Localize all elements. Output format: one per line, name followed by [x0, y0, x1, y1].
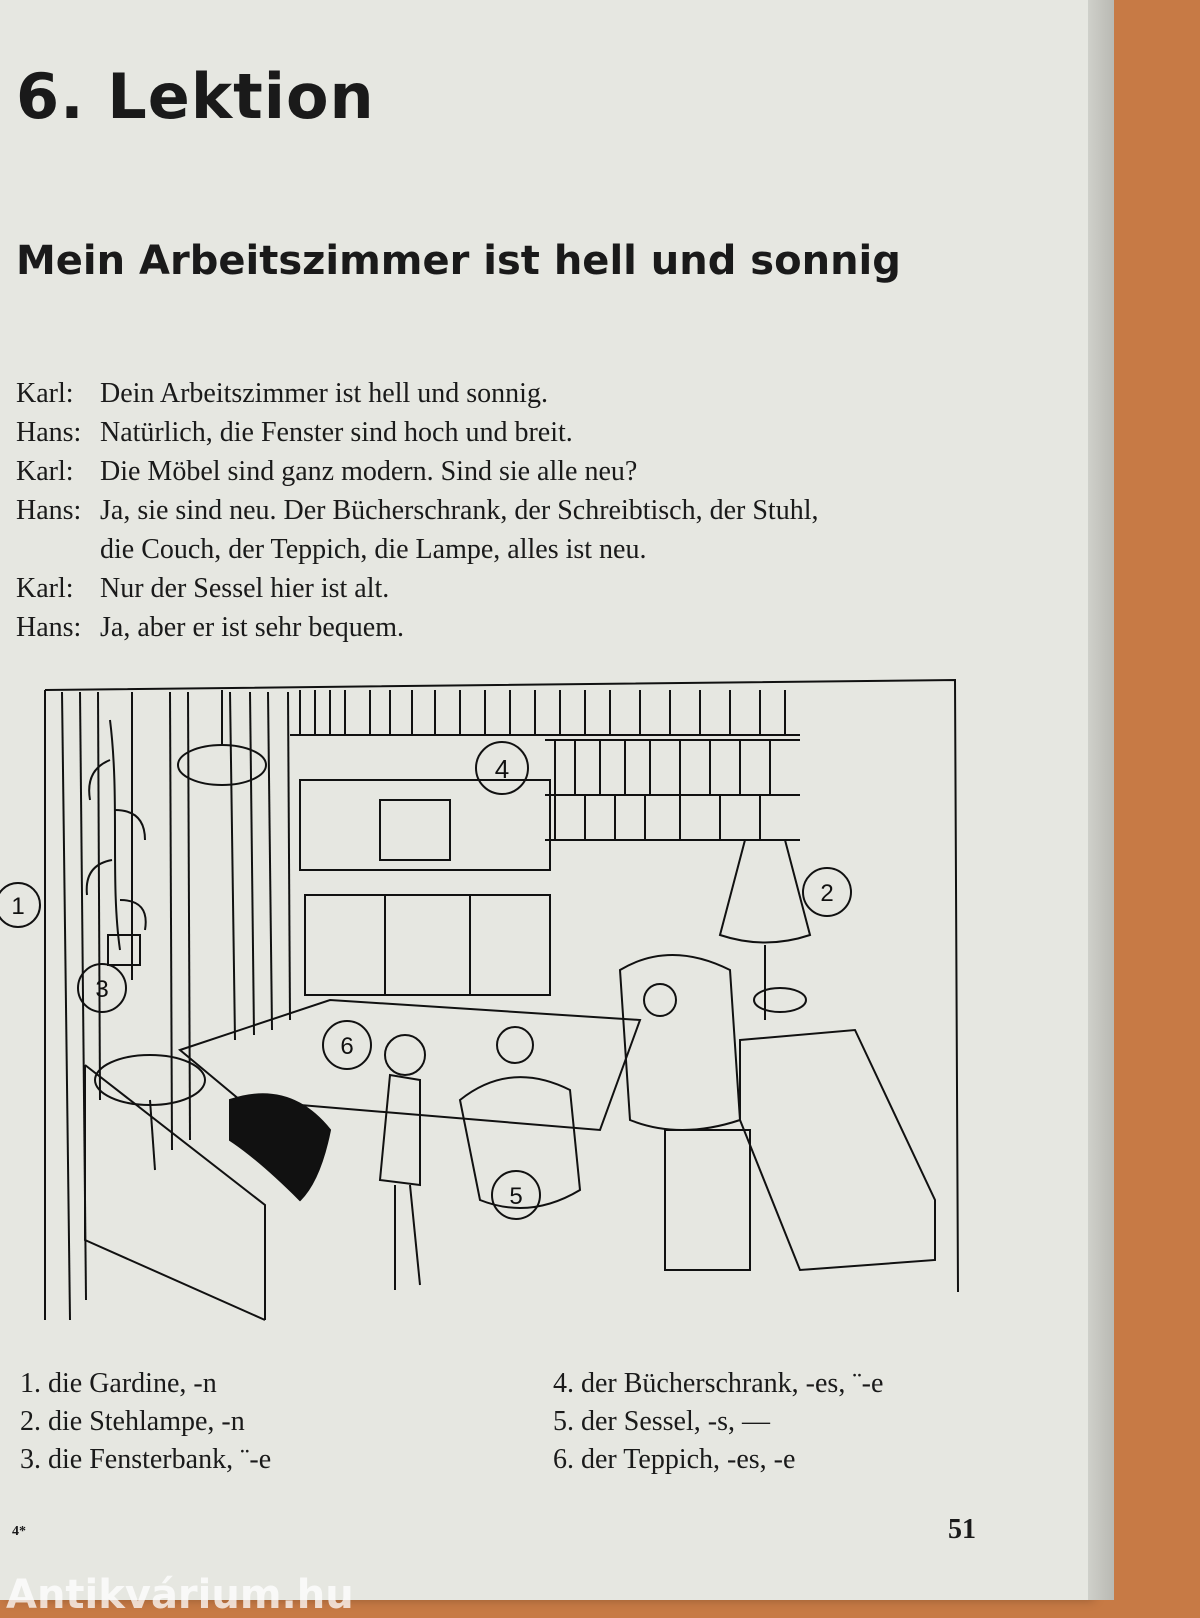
wing-chair-drawing — [620, 955, 740, 1130]
dialogue-line — [16, 608, 1006, 647]
svg-text:4: 4 — [494, 754, 510, 784]
speaker: Hans: — [16, 495, 82, 526]
speech: Dein Arbeitszimmer ist hell und sonnig. — [100, 378, 548, 409]
speech: Ja, sie sind neu. Der Bücherschrank, der Schreibtisch, der Stuhl, — [100, 495, 819, 526]
marker-4 — [476, 742, 528, 794]
couch-drawing — [740, 1030, 935, 1270]
svg-text:5: 5 — [509, 1183, 523, 1210]
lesson-title: 6. Lektion — [16, 60, 375, 133]
dialogue-line — [16, 413, 1006, 452]
vocab-item: 1. die Gardine, -n — [20, 1368, 217, 1399]
page-number: 51 — [948, 1514, 976, 1545]
marker-2 — [803, 868, 851, 916]
vocab-item: 3. die Fensterbank, ¨-e — [20, 1444, 272, 1475]
marker-3 — [78, 964, 126, 1012]
speaker: Karl: — [16, 573, 74, 604]
speech: die Couch, der Teppich, die Lampe, alles ist neu. — [100, 534, 647, 565]
vocab-item: 5. der Sessel, -s, — — [553, 1406, 770, 1437]
chair-drawing — [230, 1094, 330, 1200]
lesson-subtitle: Mein Arbeitszimmer ist hell und sonnig — [16, 238, 901, 284]
vocab-item: 4. der Bücherschrank, -es, ¨-e — [553, 1368, 884, 1399]
svg-text:2: 2 — [820, 880, 834, 907]
svg-text:6: 6 — [340, 1033, 354, 1060]
vocab-item: 6. der Teppich, -es, -e — [553, 1444, 796, 1475]
dialogue-line — [16, 569, 1006, 608]
speaker: Karl: — [16, 378, 74, 409]
watermark: Antikvárium.hu — [6, 1572, 354, 1618]
desk-drawing — [85, 1055, 265, 1320]
svg-text:3: 3 — [95, 976, 109, 1003]
speaker: Hans: — [16, 612, 82, 643]
signature-mark: 4* — [12, 1524, 26, 1539]
coffee-table-drawing — [665, 1130, 750, 1270]
page-edge — [1088, 0, 1114, 1600]
speaker: Hans: — [16, 417, 82, 448]
dialogue-line — [16, 374, 1006, 413]
plant-drawing — [87, 720, 146, 965]
speech: Ja, aber er ist sehr bequem. — [100, 612, 404, 643]
dialogue-line — [16, 530, 1006, 569]
hanging-lamp-drawing — [178, 745, 266, 785]
vocabulary-list-right — [553, 1365, 883, 1479]
vocabulary-list-left — [20, 1365, 271, 1479]
room-illustration — [11, 680, 980, 1338]
bookcase-drawing — [290, 690, 800, 995]
speaker: Karl: — [16, 456, 74, 487]
speech: Die Möbel sind ganz modern. Sind sie alle neu? — [100, 456, 638, 487]
marker-6 — [323, 1021, 371, 1069]
speech: Nur der Sessel hier ist alt. — [100, 573, 390, 604]
vocab-item: 2. die Stehlampe, -n — [20, 1406, 245, 1437]
floor-lamp-drawing — [720, 840, 810, 1020]
speaker — [16, 530, 100, 569]
speech: Natürlich, die Fenster sind hoch und breit. — [100, 417, 573, 448]
marker-5 — [492, 1171, 540, 1219]
marker-1 — [0, 883, 40, 927]
curtain-drawing — [62, 692, 290, 1320]
people-drawing — [380, 984, 676, 1290]
dialogue-line — [16, 491, 1006, 530]
svg-text:1: 1 — [11, 893, 25, 920]
dialogue-line — [16, 452, 1006, 491]
dialogue — [16, 374, 1006, 647]
